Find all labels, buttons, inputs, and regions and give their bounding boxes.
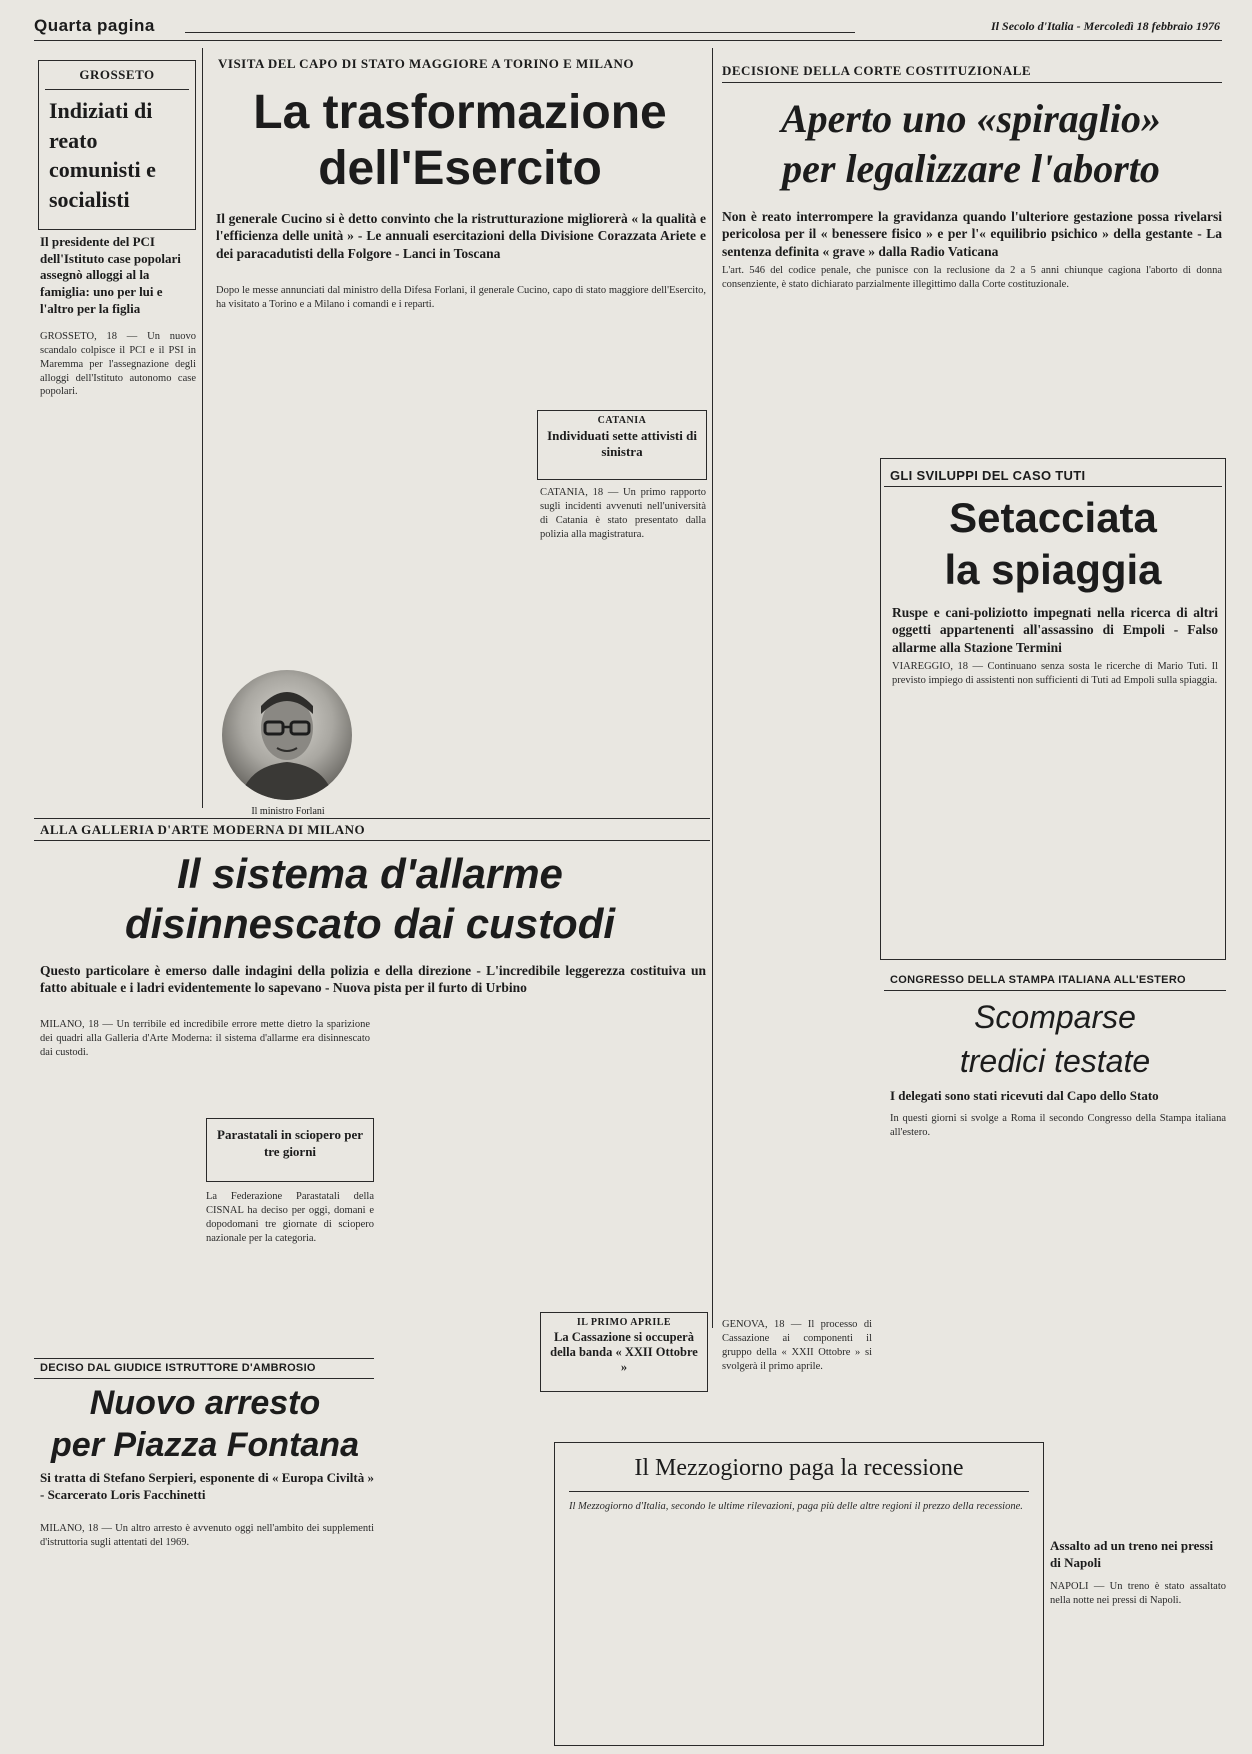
primo-aprile-box xyxy=(540,1312,708,1392)
catania-headline: Individuati sette attivisti di sinistra xyxy=(547,428,697,459)
issue-line: Il Secolo d'Italia - Mercoledì 18 febbraio 1976 xyxy=(991,19,1220,33)
esercito-kicker: VISITA DEL CAPO DI STATO MAGGIORE A TORINO E MILANO xyxy=(218,56,634,71)
grosseto-body: GROSSETO, 18 — Un nuovo scandalo colpisce il PCI e il PSI in Maremma per l'assegnazione degli alloggi dell'Istituto autonomo case popolari. xyxy=(40,331,196,398)
mezzogiorno-body: Il Mezzogiorno d'Italia, secondo le ultime rilevazioni, paga più delle altre regioni il prezzo della recessione. xyxy=(569,1500,1023,1512)
tuti-headline-1: Setacciata xyxy=(949,494,1157,541)
tuti-subhead: Ruspe e cani-poliziotto impegnati nella ricerca di altri oggetti appartenenti all'assassino di Empoli - Falso allarme alla Stazione Termini xyxy=(892,605,1218,655)
allarme-headline-1: Il sistema d'allarme xyxy=(177,850,563,897)
primo-aprile-headline: La Cassazione si occuperà della banda « XXII Ottobre » xyxy=(550,1330,698,1374)
portrait-silhouette xyxy=(222,670,352,800)
fontana-subhead: Si tratta di Stefano Serpieri, esponente di « Europa Civiltà » - Scarcerato Loris Facchinetti xyxy=(40,1470,374,1502)
treno-headline: Assalto ad un treno nei pressi di Napoli xyxy=(1050,1538,1214,1570)
grosseto-headline: Indiziati di reato comunisti e socialisti xyxy=(49,98,156,213)
fontana-kicker: DECISO DAL GIUDICE ISTRUTTORE D'AMBROSIO xyxy=(40,1362,316,1374)
catania-kicker: CATANIA xyxy=(597,415,647,426)
aborto-headline-2: per legalizzare l'aborto xyxy=(782,146,1160,191)
esercito-body: Dopo le messe annunciati dal ministro della Difesa Forlani, il generale Cucino, capo di stato maggiore dell'Esercito, ha visitato a Torino e a Milano i comandi e i reparti. xyxy=(216,285,706,310)
allarme-body: MILANO, 18 — Un terribile ed incredibile errore mette dietro la sparizione dei quadri alla Galleria d'Arte Moderna: il sistema d'allarme era disinnescato dai custodi. xyxy=(40,1019,370,1058)
primo-aprile-kicker: IL PRIMO APRILE xyxy=(576,1317,672,1328)
grosseto-subhead: Il presidente del PCI dell'Istituto case popolari assegnò alloggi al la famiglia: uno per lui e l'altro per la figlia xyxy=(40,234,181,316)
fontana-headline-2: per Piazza Fontana xyxy=(51,1426,359,1464)
catania-body: CATANIA, 18 — Un primo rapporto sugli incidenti avvenuti nell'università di Catania è stato presentato dalla polizia alla magistratura. xyxy=(540,487,706,540)
photo-caption: Il ministro Forlani xyxy=(251,806,325,817)
parastatali-headline-box xyxy=(206,1118,374,1182)
minister-photo xyxy=(222,670,352,800)
grosseto-headline-box xyxy=(38,60,196,230)
allarme-subhead: Questo particolare è emerso dalle indagini della polizia e della direzione - L'incredibile leggerezza costituiva un fatto abituale e i ladri evidentemente lo sapevano - Nuova pista per il furto di Urbino xyxy=(40,963,706,996)
esercito-headline-2: dell'Esercito xyxy=(318,142,602,195)
fontana-headline-1: Nuovo arresto xyxy=(89,1384,321,1422)
tuti-headline-2: la spiaggia xyxy=(944,546,1162,593)
aborto-kicker: DECISIONE DELLA CORTE COSTITUZIONALE xyxy=(722,63,1032,78)
mezzogiorno-headline: Il Mezzogiorno paga la recessione xyxy=(634,1455,964,1481)
parastatali-body: La Federazione Parastatali della CISNAL ha deciso per oggi, domani e dopodomani tre giornate di sciopero nazionale per la categoria. xyxy=(206,1191,374,1244)
catania-headline-box xyxy=(537,410,707,480)
grosseto-kicker: GROSSETO xyxy=(79,67,155,82)
treno-body: NAPOLI — Un treno è stato assaltato nella notte nei pressi di Napoli. xyxy=(1050,1581,1226,1606)
aborto-headline-1: Aperto uno «spiraglio» xyxy=(780,96,1162,141)
esercito-headline-1: La trasformazione xyxy=(253,86,667,139)
stampa-headline-2: tredici testate xyxy=(959,1043,1151,1079)
tuti-kicker: GLI SVILUPPI DEL CASO TUTI xyxy=(890,468,1086,483)
stampa-headline-1: Scomparse xyxy=(974,999,1136,1035)
esercito-subhead: Il generale Cucino si è detto convinto che la ristrutturazione migliorerà « la qualità e l'efficienza delle unità » - Le annuali esercitazioni della Divisione Corazzata Ariete e dei paracadutisti della Folgore - Lanci in Toscana xyxy=(216,211,706,261)
stampa-kicker: CONGRESSO DELLA STAMPA ITALIANA ALL'ESTERO xyxy=(890,974,1186,986)
parastatali-headline: Parastatali in sciopero per tre giorni xyxy=(217,1127,363,1159)
section-label: Quarta pagina xyxy=(34,16,155,35)
stampa-subhead: I delegati sono stati ricevuti dal Capo dello Stato xyxy=(890,1088,1159,1103)
primo-aprile-body: GENOVA, 18 — Il processo di Cassazione ai componenti il gruppo della « XXII Ottobre » si svolgerà il primo aprile. xyxy=(722,1319,872,1372)
allarme-kicker: ALLA GALLERIA D'ARTE MODERNA DI MILANO xyxy=(40,822,366,837)
stampa-body: In questi giorni si svolge a Roma il secondo Congresso della Stampa italiana all'estero. xyxy=(890,1113,1226,1138)
aborto-body: L'art. 546 del codice penale, che punisce con la reclusione da 2 a 5 anni chiunque cagiona l'aborto di donna consenziente, è stato dichiarato parzialmente illegittimo dalla Corte costituzionale. xyxy=(722,265,1222,290)
mezzogiorno-box xyxy=(554,1442,1044,1746)
aborto-subhead: Non è reato interrompere la gravidanza quando l'ulteriore gestazione possa rivelarsi pericolosa per il « benessere fisico » e per l'« equilibrio psichico » della gestante - La sentenza definita « grave » dalla Radio Vaticana xyxy=(722,209,1222,259)
fontana-body: MILANO, 18 — Un altro arresto è avvenuto oggi nell'ambito dei supplementi d'istruttoria sugli attentati del 1969. xyxy=(40,1523,374,1548)
allarme-headline-2: disinnescato dai custodi xyxy=(124,900,616,947)
tuti-body: VIAREGGIO, 18 — Continuano senza sosta le ricerche di Mario Tuti. Il previsto impiego di assistenti non sufficienti di Tuti ad Empoli sulla spiaggia. xyxy=(892,661,1218,686)
